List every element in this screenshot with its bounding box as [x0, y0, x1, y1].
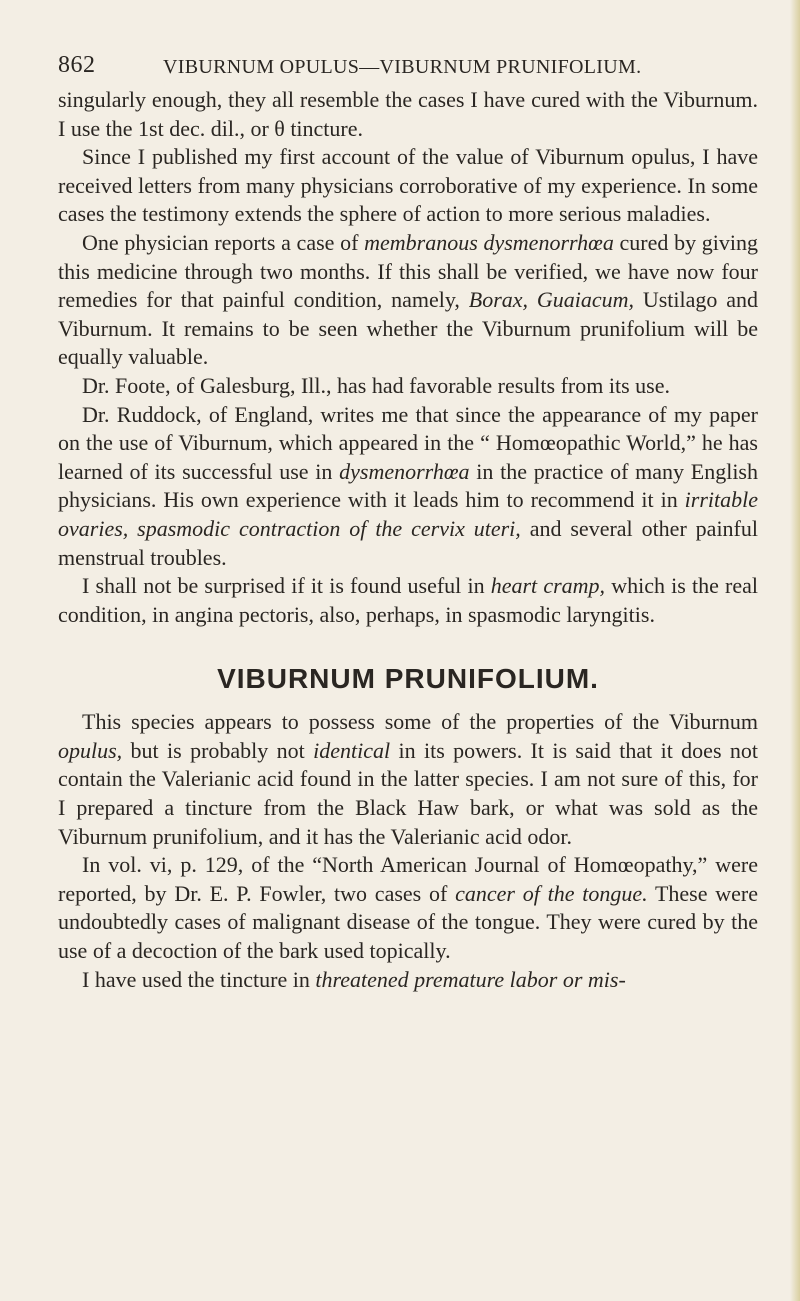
text-run: One physician reports a case of — [82, 229, 365, 255]
text-run: Dr. Ruddock, of England, writes me that since the appearance of my paper on the use of Viburnum, which appeared in the “ Homœopathic World,” he has learned of its successful use in — [58, 401, 758, 484]
italic-text: heart cramp, — [490, 573, 606, 599]
paragraph — [58, 572, 758, 629]
paragraphs-after-section — [58, 708, 758, 994]
paragraph — [58, 372, 758, 401]
text-run: which is the real condition, in angina pectoris, also, perhaps, in spasmodic laryngitis. — [58, 573, 758, 627]
body-text — [58, 86, 758, 994]
text-run: Ustilago and Viburnum. It remains to be seen whether the Viburnum prunifolium will be equally valuable. — [58, 287, 758, 370]
text-run: Dr. Foote, of Galesburg, Ill., has had favorable results from its use. — [82, 372, 670, 398]
italic-text: irritable ovaries, spasmodic contraction of the cervix uteri, — [58, 487, 758, 541]
italic-text: threatened premature labor or mis- — [315, 966, 626, 992]
italic-text: cancer of the tongue. — [455, 880, 648, 906]
running-title: VIBURNUM OPULUS—VIBURNUM PRUNIFOLIUM. — [163, 56, 642, 78]
italic-text: Borax, Guaiacum, — [468, 287, 635, 313]
text-run: In vol. vi, p. 129, of the “North American Journal of Homœopathy,” were reported, by Dr. E. P. Fowler, two cases of — [58, 852, 758, 906]
text-run: but is probably not — [122, 737, 314, 763]
paragraph — [58, 143, 758, 229]
text-run: I have used the tincture in — [82, 966, 316, 992]
italic-text: identical — [313, 737, 391, 763]
paragraph — [58, 401, 758, 573]
paragraphs-before-section — [58, 86, 758, 629]
paragraph — [58, 708, 758, 851]
text-run: These were undoubtedly cases of malignant disease of the tongue. They were cured by the use of a decoction of the bark used topically. — [58, 880, 759, 964]
section-heading: VIBURNUM PRUNIFOLIUM. — [217, 663, 599, 695]
italic-text: opulus, — [58, 737, 123, 763]
paragraph — [58, 851, 758, 965]
italic-text: dysmenorrhœa — [339, 458, 470, 484]
text-run: This species appears to possess some of the properties of the Viburnum — [82, 709, 758, 735]
text-run: and several other painful menstrual troubles. — [58, 515, 758, 570]
page-edge — [790, 0, 800, 1301]
text-run: I shall not be surprised if it is found useful in — [82, 573, 491, 599]
text-run: in the practice of many English physicians. His own experience with it leads him to recommend it in — [58, 458, 758, 513]
paragraph — [58, 966, 758, 995]
text-run: in its powers. It is said that it does not contain the Valerianic acid found in the latter species. I am not sure of this, for I prepared a tincture from the Black Haw bark, or what was sold as the Viburnum prunifolium, and it has the Valerianic acid odor. — [58, 737, 758, 849]
page-header — [58, 52, 758, 82]
text-run: Since I published my first account of the value of Viburnum opulus, I have received letters from many physicians corroborative of my experience. In some cases the testimony extends the sphere of action to more serious maladies. — [58, 144, 758, 227]
paragraph — [58, 229, 758, 372]
page-number: 862 — [58, 52, 96, 78]
text-run: cured by giving this medicine through two months. If this shall be verified, we have now four remedies for that painful condition, namely, — [58, 229, 758, 313]
italic-text: membranous dysmenorrhœa — [364, 229, 614, 255]
text-run: singularly enough, they all resemble the cases I have cured with the Viburnum. I use the 1st dec. dil., or θ tincture. — [58, 87, 758, 141]
paragraph — [58, 86, 758, 143]
